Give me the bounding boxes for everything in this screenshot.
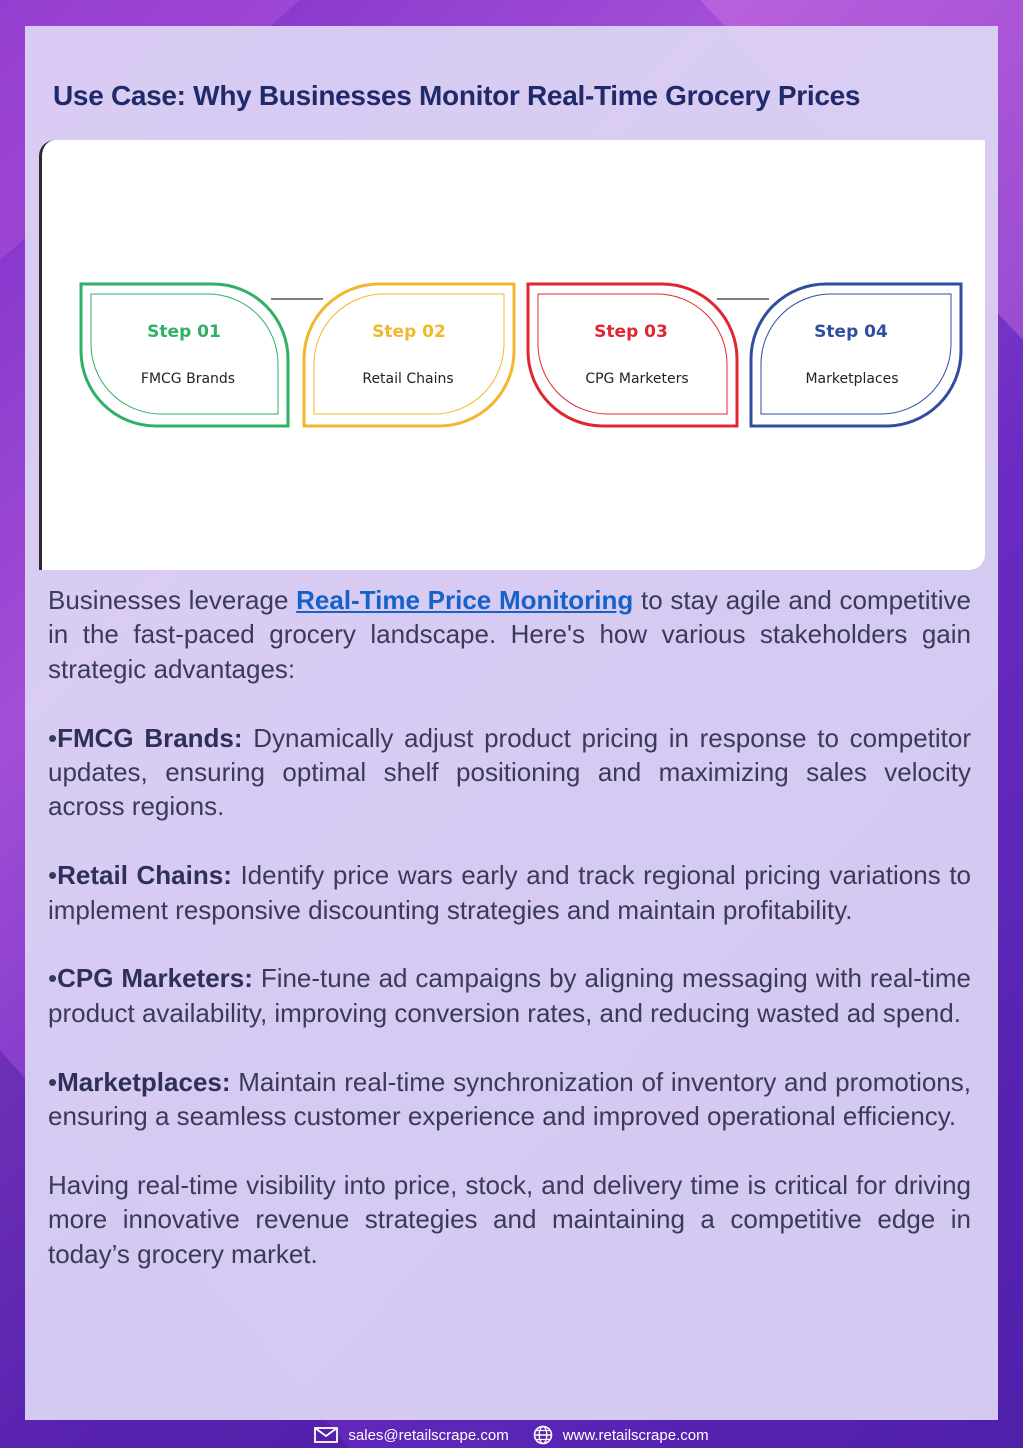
globe-icon: [533, 1425, 553, 1445]
price-monitoring-link[interactable]: Real-Time Price Monitoring: [296, 585, 634, 615]
bullet-term: FMCG Brands:: [57, 722, 243, 753]
bullet-term: CPG Marketers:: [57, 963, 253, 994]
step-card-1: [81, 284, 288, 426]
body-text: [48, 583, 971, 1305]
envelope-icon: [314, 1427, 338, 1443]
page-title: Use Case: Why Businesses Monitor Real-Time Grocery Prices: [53, 80, 861, 111]
bullet-term: Marketplaces:: [57, 1066, 231, 1097]
closing-paragraph: Having real-time visibility into price, stock, and delivery time is critical for driving more innovative revenue strategies and maintaining a competitive edge in today’s grocery market.: [48, 1169, 971, 1269]
footer-website[interactable]: [533, 1425, 709, 1445]
step-label-1: Step 01: [147, 322, 221, 342]
footer-website-text[interactable]: www.retailscrape.com: [562, 1426, 709, 1444]
step-card-4: [751, 284, 961, 426]
step-name-2: Retail Chains: [362, 371, 454, 387]
intro-paragraph: Businesses leverage Real-Time Price Monitoring to stay agile and competitive in the fast-paced grocery landscape. Here's how various stakeholders gain strategic advantages:: [48, 585, 972, 684]
bullet-item: •Marketplaces: Maintain real-time synchronization of inventory and promotions, ensuring a seamless customer experience and improved operational efficiency.: [48, 1066, 971, 1132]
step-name-3: CPG Marketers: [585, 371, 689, 387]
bullet-item: •Retail Chains: Identify price wars early and track regional pricing variations to implement responsive discounting strategies and maintain profitability.: [48, 860, 972, 925]
step-name-1: FMCG Brands: [140, 371, 236, 387]
step-name-4: Marketplaces: [805, 371, 899, 387]
step-card-3: [528, 284, 737, 426]
footer-email[interactable]: [314, 1427, 508, 1444]
step-card-2: [304, 284, 514, 426]
step-label-2: Step 02: [372, 322, 446, 342]
footer: [0, 1422, 1023, 1448]
step-label-4: Step 04: [814, 322, 888, 342]
step-label-3: Step 03: [594, 322, 668, 342]
bullet-item: •CPG Marketers: Fine-tune ad campaigns by aligning messaging with real-time product availability, improving conversion rates, and reducing wasted ad spend.: [48, 963, 971, 1028]
footer-email-text[interactable]: sales@retailscrape.com: [348, 1426, 509, 1444]
bullet-item: •FMCG Brands: Dynamically adjust product pricing in response to competitor updates, ensuring optimal shelf positioning and maximizing sales velocity across regions.: [48, 722, 972, 822]
bullet-term: Retail Chains:: [57, 860, 232, 891]
steps-figure: [39, 140, 985, 570]
